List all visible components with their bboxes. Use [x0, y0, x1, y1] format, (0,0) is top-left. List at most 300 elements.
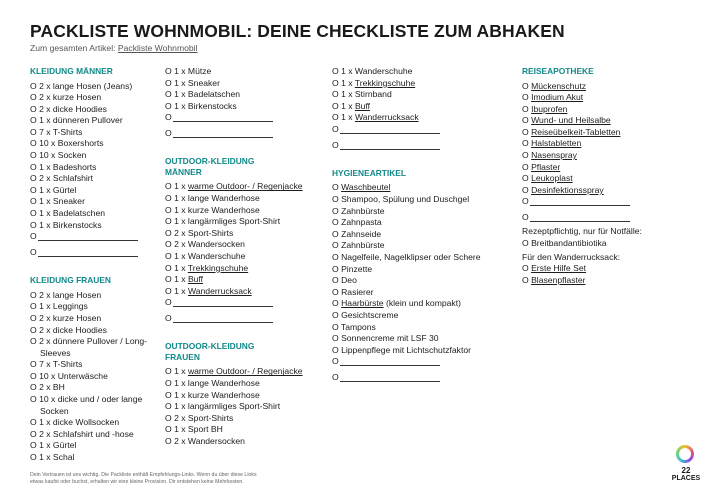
checkbox-icon[interactable]: O — [165, 389, 175, 400]
checklist-item[interactable] — [332, 229, 512, 241]
checklist-item[interactable] — [30, 429, 160, 441]
checkbox-icon[interactable]: O — [332, 100, 342, 111]
checklist-item[interactable] — [165, 78, 325, 90]
item-label: 1 x langärmliges Sport-Shirt — [174, 216, 281, 227]
checkbox-icon[interactable]: O — [332, 263, 342, 274]
checklist-item[interactable] — [30, 81, 160, 93]
item-label: 1 x Badelatschen — [39, 208, 106, 219]
item-label: 1 x dicke Wollsocken — [39, 417, 120, 428]
item-label: 10 x Boxershorts — [39, 138, 104, 149]
checklist-item[interactable] — [332, 310, 512, 322]
page-title: PACKLISTE WOHNMOBIL: DEINE CHECKLISTE ZUM ABHAKEN — [30, 21, 565, 41]
checklist-item[interactable] — [165, 205, 325, 217]
checkbox-icon[interactable]: O — [332, 286, 342, 297]
checklist-item[interactable] — [165, 424, 325, 436]
checklist-item[interactable] — [522, 173, 702, 185]
item-label: 10 x Unterwäsche — [39, 370, 108, 381]
checklist-item[interactable] — [30, 325, 160, 337]
item-label: 1 x dünneren Pullover — [39, 115, 123, 126]
item-label: (klein und kompakt) — [383, 298, 461, 309]
checklist-item[interactable] — [30, 336, 160, 359]
checkbox-icon[interactable]: O — [165, 192, 175, 203]
item-label: 1 x Gürtel — [39, 184, 77, 195]
checkbox-icon[interactable]: O — [332, 310, 342, 320]
item-label: 1 x lange Wanderhose — [174, 377, 260, 388]
checklist-item[interactable] — [30, 138, 160, 150]
column-1 — [30, 66, 160, 464]
checkbox-icon[interactable]: O — [30, 440, 40, 451]
blank-entry[interactable] — [332, 124, 512, 136]
disclaimer-line: Dein Vertrauen ist uns wichtig. Die Packliste enthält Empfehlungs-Links. Wenn du über diese Links — [30, 472, 257, 478]
item-label: 2 x dünnere Pullover / Long-Sleeves — [39, 336, 148, 358]
item-label: 2 x Wandersocken — [174, 435, 245, 446]
item-link[interactable]: Pflaster — [531, 161, 561, 172]
checkbox-icon[interactable]: O — [522, 212, 529, 223]
item-label: Deo — [341, 275, 357, 286]
checkbox-icon[interactable]: O — [165, 227, 175, 238]
checklist-item[interactable] — [522, 81, 702, 93]
logo-word: PLACES — [671, 475, 701, 482]
checklist-item[interactable] — [30, 452, 160, 464]
item-label: 1 x — [341, 112, 355, 123]
checkbox-icon[interactable]: O — [522, 103, 532, 114]
item-link[interactable]: Haarbürste — [341, 298, 384, 309]
checkbox-icon[interactable]: O — [522, 263, 532, 274]
checklist-item[interactable] — [165, 263, 325, 275]
checkbox-icon[interactable]: O — [165, 128, 172, 139]
checkbox-icon[interactable]: O — [30, 219, 40, 230]
checklist-item[interactable] — [522, 104, 702, 116]
item-label: 1 x Sneaker — [174, 77, 220, 88]
article-link[interactable]: Packliste Wohnmobil — [117, 43, 198, 53]
checklist-item[interactable] — [522, 162, 702, 174]
item-label: 1 x — [174, 274, 188, 285]
item-link[interactable]: Reiseübelkeit-Tabletten — [531, 126, 621, 137]
checkbox-icon[interactable]: O — [332, 182, 342, 193]
item-label: 1 x — [341, 77, 355, 88]
item-label: 1 x Birkenstocks — [174, 100, 237, 111]
checklist-item[interactable] — [165, 228, 325, 240]
checklist-item[interactable] — [30, 162, 160, 174]
checkbox-icon[interactable]: O — [332, 89, 342, 100]
checkbox-icon[interactable]: O — [165, 377, 175, 388]
blank-entry[interactable] — [332, 140, 512, 152]
checkbox-icon[interactable]: O — [165, 239, 175, 250]
item-label: 7 x T-Shirts — [39, 126, 83, 137]
checklist-item[interactable] — [30, 127, 160, 139]
blank-entry[interactable] — [30, 247, 160, 259]
checklist-item[interactable] — [30, 115, 160, 127]
checklist-item[interactable] — [165, 401, 325, 413]
item-link[interactable]: Leukoplast — [531, 173, 573, 184]
checkbox-icon[interactable]: O — [165, 262, 175, 273]
checkbox-icon[interactable]: O — [30, 370, 40, 381]
blank-entry[interactable] — [30, 231, 160, 243]
checkbox-icon[interactable]: O — [332, 217, 342, 228]
checkbox-icon[interactable]: O — [30, 126, 40, 137]
checkbox-icon[interactable]: O — [30, 359, 40, 370]
section-title-outdoor-frauen — [165, 341, 325, 362]
checkbox-icon[interactable]: O — [332, 333, 342, 344]
checklist-item[interactable] — [165, 378, 325, 390]
checkbox-icon[interactable]: O — [165, 77, 175, 88]
checkbox-icon[interactable]: O — [30, 92, 40, 103]
checklist-item[interactable] — [165, 181, 325, 193]
checklist-item[interactable] — [165, 366, 325, 378]
item-label: Zahnbürste — [341, 205, 385, 216]
checklist-item[interactable] — [165, 390, 325, 402]
checkbox-icon[interactable]: O — [165, 297, 172, 308]
checkbox-icon[interactable]: O — [522, 115, 532, 126]
checkbox-icon[interactable]: O — [165, 412, 175, 423]
checklist-item[interactable] — [332, 322, 512, 334]
checklist-item[interactable] — [30, 104, 160, 116]
checkbox-icon[interactable]: O — [30, 161, 40, 172]
checklist-item[interactable] — [522, 150, 702, 162]
checklist-item[interactable] — [332, 206, 512, 218]
item-link[interactable]: Mückenschutz — [531, 80, 587, 91]
item-label: Tampons — [340, 321, 376, 332]
note-prescription: Rezeptpflichtig, nur für Notfälle: — [522, 226, 642, 237]
blank-entry[interactable] — [165, 313, 325, 325]
checklist-item[interactable] — [30, 394, 160, 417]
checkbox-icon[interactable]: O — [332, 252, 342, 263]
item-label: 1 x Leggings — [39, 301, 88, 312]
blank-entry[interactable] — [332, 372, 512, 384]
item-label: 2 x Schlafshirt und -hose — [39, 428, 134, 439]
checkbox-icon[interactable]: O — [332, 240, 342, 251]
item-label: 10 x dicke und / oder lange Socken — [39, 394, 143, 416]
item-label: Shampoo, Spülung und Duschgel — [341, 194, 470, 205]
item-label: 1 x — [174, 285, 188, 296]
checkbox-icon[interactable]: O — [332, 275, 342, 286]
section-title-line: FRAUEN — [165, 351, 200, 362]
checklist-item[interactable] — [165, 251, 325, 263]
item-link[interactable]: Blasenpflaster — [531, 274, 586, 285]
checklist-item[interactable] — [165, 436, 325, 448]
checklist-item[interactable] — [332, 252, 512, 264]
checkbox-icon[interactable]: O — [30, 173, 40, 184]
item-link[interactable]: Wanderrucksack — [187, 285, 252, 296]
disclaimer-line: etwas kaufst oder buchst, erhalten wir eine kleine Provision. Dir entstehen keine Mehrkosten. — [30, 479, 244, 486]
item-link[interactable]: Erste Hilfe Set — [531, 263, 587, 274]
section-title-hygieneartikel: HYGIENEARTIKEL — [332, 167, 406, 178]
item-label: 1 x — [174, 262, 188, 273]
item-label: 2 x dicke Hoodies — [39, 103, 107, 114]
checkbox-icon[interactable]: O — [522, 238, 532, 249]
checklist-item[interactable] — [30, 301, 160, 313]
checkbox-icon[interactable]: O — [522, 184, 532, 195]
section-title-line: OUTDOOR-KLEIDUNG — [165, 341, 255, 352]
checkbox-icon[interactable]: O — [165, 89, 175, 100]
item-label: 1 x — [341, 100, 355, 111]
checklist-item[interactable] — [332, 264, 512, 276]
blank-entry[interactable] — [522, 196, 702, 208]
item-label: Lippenpflege mit Lichtschutzfaktor — [341, 344, 472, 355]
checklist-item[interactable] — [165, 101, 325, 113]
checkbox-icon[interactable]: O — [522, 126, 532, 137]
item-label: 1 x kurze Wanderhose — [174, 389, 260, 400]
checkbox-icon[interactable]: O — [30, 289, 40, 300]
item-label: 1 x Gürtel — [39, 440, 77, 451]
checklist-item[interactable] — [165, 89, 325, 101]
checkbox-icon[interactable]: O — [332, 344, 342, 355]
item-link[interactable]: Nasenspray — [531, 150, 577, 161]
checkbox-icon[interactable]: O — [522, 274, 532, 285]
checkbox-icon[interactable]: O — [332, 356, 339, 367]
blank-entry[interactable] — [165, 112, 325, 124]
item-label: 2 x Schlafshirt — [39, 173, 94, 184]
item-label: 7 x T-Shirts — [39, 359, 83, 370]
item-link[interactable]: warme Outdoor- / Regenjacke — [187, 181, 303, 192]
checklist-item[interactable] — [165, 274, 325, 286]
checkbox-icon[interactable]: O — [165, 401, 175, 412]
column-4 — [522, 66, 702, 286]
item-label: 1 x Schal — [39, 452, 75, 463]
checkbox-icon[interactable]: O — [165, 435, 175, 446]
blank-entry[interactable] — [522, 212, 702, 224]
checklist-item[interactable] — [30, 359, 160, 371]
checklist-item[interactable] — [522, 238, 702, 250]
item-label: Pinzette — [341, 263, 373, 274]
checklist-item[interactable] — [332, 217, 512, 229]
checklist-item[interactable] — [30, 382, 160, 394]
item-link[interactable]: Halstabletten — [531, 138, 582, 149]
item-label: Breitbandantibiotika — [531, 238, 607, 249]
logo-number: 22 — [681, 466, 691, 475]
checklist-item[interactable] — [332, 66, 512, 78]
item-label: 2 x lange Hosen — [39, 289, 102, 300]
checkbox-icon[interactable]: O — [30, 336, 40, 347]
item-label: 1 x kurze Wanderhose — [174, 204, 260, 215]
checklist-item[interactable] — [165, 193, 325, 205]
checklist-item[interactable] — [30, 185, 160, 197]
checklist-item[interactable] — [30, 150, 160, 162]
checkbox-icon[interactable]: O — [165, 112, 172, 123]
checkbox-icon[interactable]: O — [522, 150, 532, 161]
item-link[interactable]: warme Outdoor- / Regenjacke — [187, 366, 303, 377]
item-label: 1 x — [174, 366, 188, 377]
item-link[interactable]: Waschbeutel — [341, 182, 391, 193]
item-label: 1 x Stirnband — [341, 89, 392, 100]
item-label: Nagelfeile, Nagelklipser oder Schere — [341, 252, 481, 263]
item-label: 2 x BH — [39, 382, 65, 393]
checklist-item[interactable] — [30, 196, 160, 208]
checkbox-icon[interactable]: O — [165, 366, 175, 377]
checkbox-icon[interactable]: O — [332, 298, 342, 309]
item-label: 1 x Wanderschuhe — [174, 250, 246, 261]
checkbox-icon[interactable]: O — [165, 424, 175, 435]
blank-entry[interactable] — [165, 128, 325, 140]
item-label: 1 x Badeshorts — [39, 161, 97, 172]
checkbox-icon[interactable]: O — [332, 112, 342, 123]
checkbox-icon[interactable]: O — [165, 216, 175, 227]
checklist-item[interactable] — [165, 66, 325, 78]
checkbox-icon[interactable]: O — [522, 92, 532, 103]
checkbox-icon[interactable]: O — [30, 382, 40, 393]
checkbox-icon[interactable]: O — [522, 80, 532, 91]
item-label: Zahnpasta — [341, 217, 382, 228]
blank-entry[interactable] — [332, 356, 512, 368]
column-2 — [165, 66, 325, 447]
item-label: 1 x — [174, 181, 188, 192]
checklist-item[interactable] — [332, 182, 512, 194]
checklist-item[interactable] — [522, 185, 702, 197]
checklist-item[interactable] — [332, 194, 512, 206]
item-link[interactable]: Wund- und Heilsalbe — [531, 115, 611, 126]
item-label: 2 x Wandersocken — [174, 239, 245, 250]
checklist-item[interactable] — [30, 208, 160, 220]
checklist-item[interactable] — [522, 127, 702, 139]
item-link[interactable]: Buff — [354, 100, 371, 111]
checkbox-icon[interactable]: O — [30, 231, 37, 242]
note-hiking-backpack: Für den Wanderrucksack: — [522, 251, 621, 262]
checklist-item[interactable] — [165, 286, 325, 298]
checkbox-icon[interactable]: O — [522, 173, 532, 184]
item-link[interactable]: Wanderrucksack — [354, 112, 419, 123]
checkbox-icon[interactable]: O — [30, 196, 40, 207]
item-label: 1 x Birkenstocks — [39, 219, 102, 230]
item-label: 1 x Sport BH — [174, 424, 223, 435]
item-label: 1 x Mütze — [174, 66, 212, 76]
item-label: Zahnbürste — [341, 240, 385, 251]
checkbox-icon[interactable]: O — [332, 123, 339, 134]
section-title-outdoor-maenner — [165, 156, 325, 177]
checklist-item[interactable] — [30, 417, 160, 429]
checkbox-icon[interactable]: O — [332, 194, 342, 205]
checkbox-icon[interactable]: O — [522, 161, 532, 172]
checkbox-icon[interactable]: O — [30, 115, 40, 126]
disclaimer — [30, 472, 320, 487]
checklist-item[interactable] — [332, 275, 512, 287]
item-label: 1 x langärmliges Sport-Shirt — [174, 401, 281, 412]
checklist-item[interactable] — [332, 78, 512, 90]
section-title-kleidung-maenner: KLEIDUNG MÄNNER — [30, 66, 113, 76]
column-3 — [332, 66, 512, 384]
logo-ring-icon — [676, 445, 694, 463]
item-link[interactable]: Buff — [187, 274, 204, 285]
item-label: 2 x Sport-Shirts — [174, 412, 234, 423]
subtitle — [30, 43, 198, 53]
item-link[interactable]: Imodium Akut — [531, 92, 584, 103]
checklist-item[interactable] — [332, 89, 512, 101]
checklist-item[interactable] — [30, 173, 160, 185]
checkbox-icon[interactable]: O — [30, 417, 40, 428]
checkbox-icon[interactable]: O — [165, 181, 175, 192]
checkbox-icon[interactable]: O — [30, 428, 40, 439]
item-label: 1 x Badelatschen — [174, 89, 241, 100]
checkbox-icon[interactable]: O — [332, 205, 342, 216]
section-title-reiseapotheke: REISEAPOTHEKE — [522, 66, 594, 76]
checklist-item[interactable] — [332, 287, 512, 299]
checkbox-icon[interactable]: O — [332, 77, 342, 88]
item-label: 2 x Sport-Shirts — [174, 227, 234, 238]
checklist-item[interactable] — [332, 112, 512, 124]
checkbox-icon[interactable]: O — [30, 150, 40, 161]
checklist-item[interactable] — [522, 92, 702, 104]
item-label: 2 x kurze Hosen — [39, 92, 102, 103]
checkbox-icon[interactable]: O — [165, 313, 172, 324]
item-link[interactable]: Ibuprofen — [531, 103, 568, 114]
checklist-item[interactable] — [30, 92, 160, 104]
checkbox-icon[interactable]: O — [165, 285, 175, 296]
checkbox-icon[interactable]: O — [522, 138, 532, 149]
checkbox-icon[interactable]: O — [30, 301, 40, 312]
item-link[interactable]: Trekkingschuhe — [354, 77, 416, 88]
checkbox-icon[interactable]: O — [332, 139, 339, 150]
checkbox-icon[interactable]: O — [30, 138, 40, 149]
checkbox-icon[interactable]: O — [332, 66, 342, 76]
checkbox-icon[interactable]: O — [332, 372, 339, 383]
checkbox-icon[interactable]: O — [30, 208, 40, 219]
item-label: Sonnencreme mit LSF 30 — [341, 333, 439, 344]
checkbox-icon[interactable]: O — [332, 321, 341, 332]
checkbox-icon[interactable]: O — [165, 204, 175, 215]
checklist-item[interactable] — [30, 371, 160, 383]
checklist-item[interactable] — [522, 138, 702, 150]
item-label: 1 x lange Wanderhose — [174, 192, 260, 203]
checkbox-icon[interactable]: O — [165, 274, 175, 285]
checkbox-icon[interactable]: O — [30, 312, 40, 323]
item-label: Gesichtscreme — [341, 310, 399, 320]
checkbox-icon[interactable]: O — [30, 324, 40, 335]
checkbox-icon[interactable]: O — [30, 80, 40, 91]
checklist-item[interactable] — [165, 413, 325, 425]
checklist-item[interactable] — [332, 101, 512, 113]
section-title-line: OUTDOOR-KLEIDUNG — [165, 156, 255, 167]
checklist-item[interactable] — [30, 290, 160, 302]
item-link[interactable]: Trekkingschuhe — [187, 262, 249, 273]
item-label: 1 x Wanderschuhe — [341, 66, 413, 76]
item-label: Zahnseide — [341, 228, 382, 239]
section-title-kleidung-frauen: KLEIDUNG FRAUEN — [30, 275, 111, 286]
checkbox-icon[interactable]: O — [522, 196, 529, 207]
blank-entry[interactable] — [165, 297, 325, 309]
item-label: 10 x Socken — [39, 150, 87, 161]
item-label: 2 x lange Hosen (Jeans) — [39, 80, 133, 91]
checkbox-icon[interactable]: O — [165, 66, 175, 76]
checklist-item[interactable] — [165, 216, 325, 228]
checklist-item[interactable] — [332, 333, 512, 345]
checkbox-icon[interactable]: O — [332, 228, 342, 239]
checkbox-icon[interactable]: O — [165, 100, 175, 111]
checklist-item[interactable] — [332, 345, 512, 357]
checkbox-icon[interactable]: O — [30, 247, 37, 258]
checklist-item[interactable] — [30, 440, 160, 452]
checklist-item[interactable] — [522, 263, 702, 275]
checklist-item[interactable] — [30, 313, 160, 325]
checklist-item[interactable] — [522, 275, 702, 287]
checkbox-icon[interactable]: O — [30, 103, 40, 114]
checklist-item[interactable] — [165, 239, 325, 251]
brand-logo — [673, 445, 701, 489]
checklist-item[interactable] — [522, 115, 702, 127]
section-title-line: MÄNNER — [165, 166, 202, 177]
item-label: Rasierer — [341, 286, 374, 297]
checkbox-icon[interactable]: O — [30, 452, 40, 463]
item-label: 1 x Sneaker — [39, 196, 85, 207]
checklist-item[interactable] — [332, 298, 512, 310]
item-label: 2 x dicke Hoodies — [39, 324, 107, 335]
item-link[interactable]: Desinfektionsspray — [531, 184, 604, 195]
checkbox-icon[interactable]: O — [30, 184, 40, 195]
subtitle-prefix: Zum gesamten Artikel: — [30, 43, 118, 53]
item-label: 2 x kurze Hosen — [39, 312, 102, 323]
checkbox-icon[interactable]: O — [165, 250, 175, 261]
checkbox-icon[interactable]: O — [30, 394, 40, 405]
checklist-item[interactable] — [30, 220, 160, 232]
checklist-item[interactable] — [332, 240, 512, 252]
